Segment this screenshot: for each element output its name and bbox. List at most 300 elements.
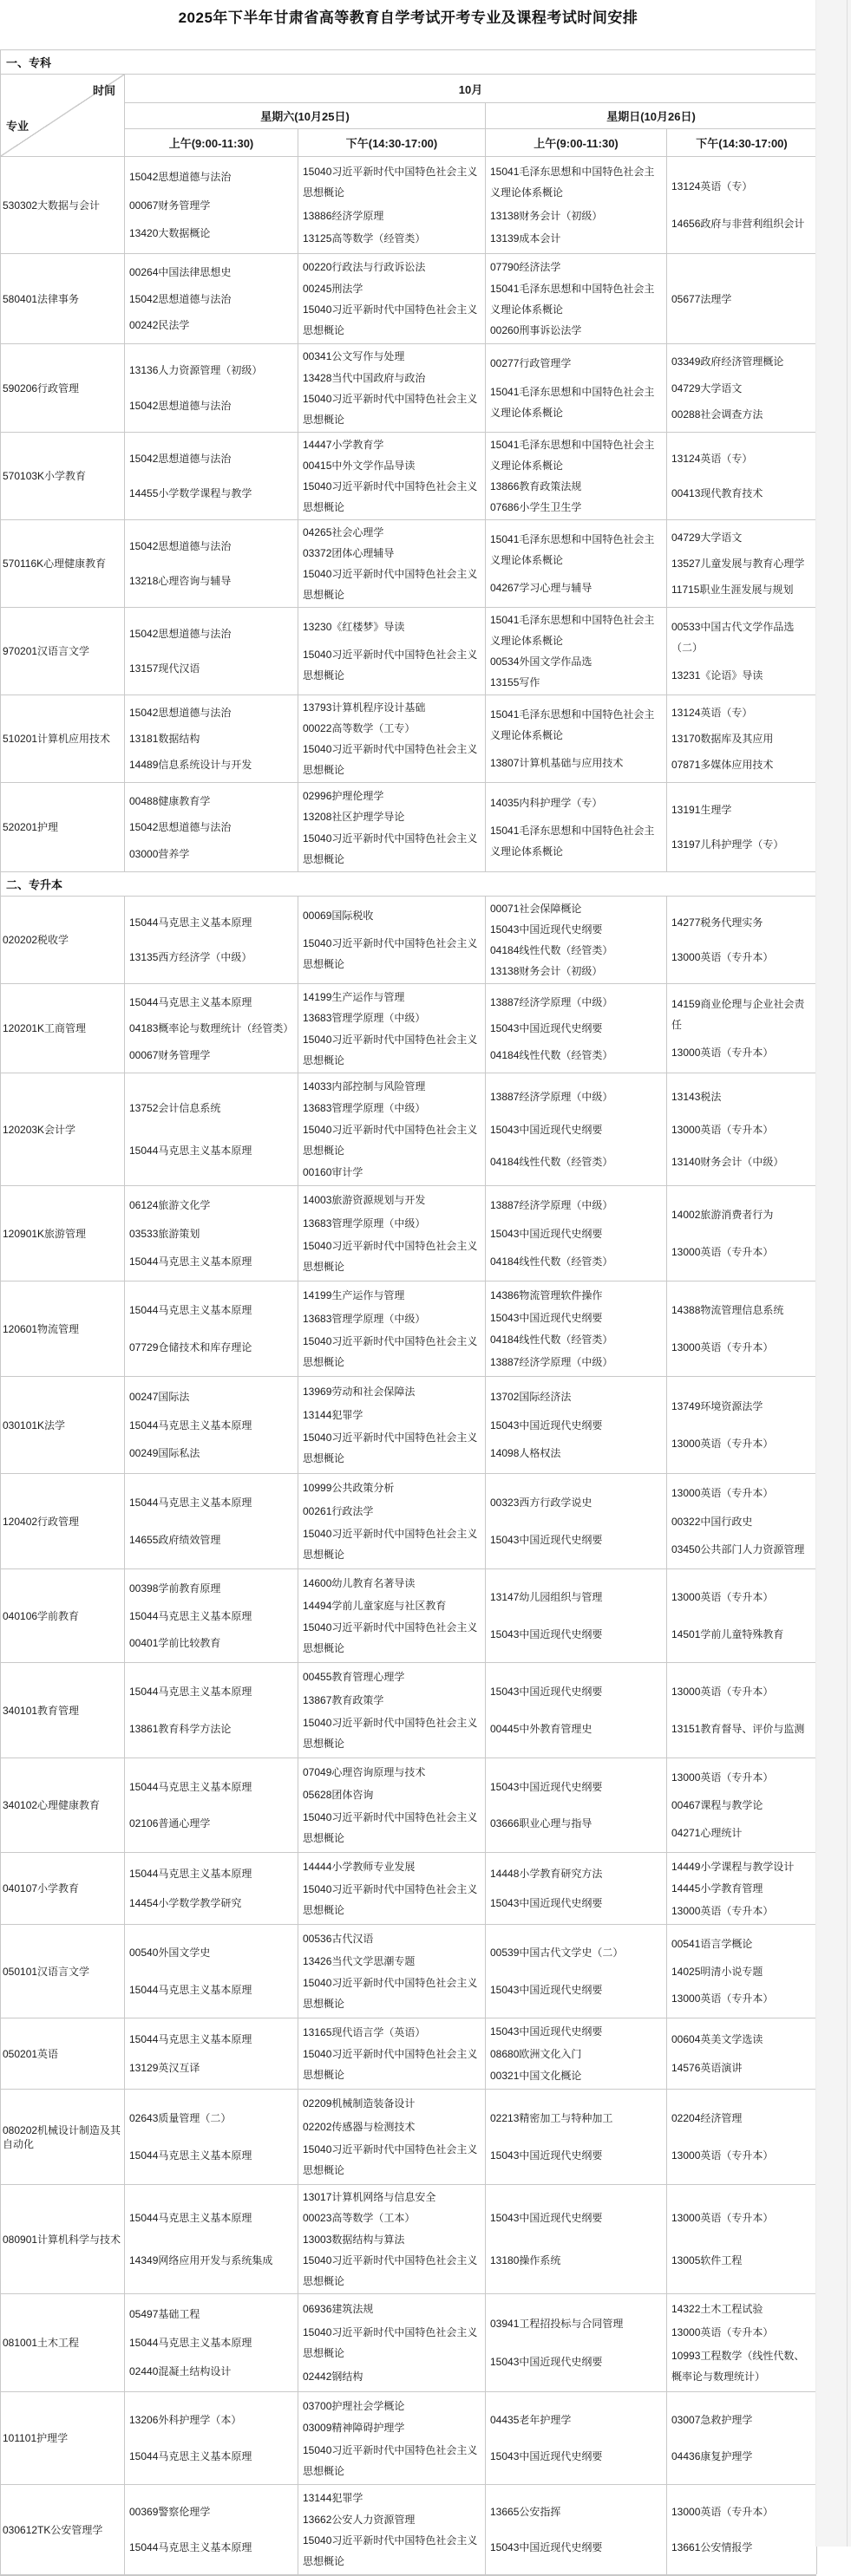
- course-item: 15042思想道德与法治: [129, 399, 232, 412]
- course-item: 00541语言学概论: [671, 1937, 753, 1950]
- session-cell: [125, 1186, 298, 1281]
- course-item: 13000英语（专升本）: [671, 1904, 774, 1917]
- course-item: 13683管理学原理（中级）: [303, 1012, 426, 1024]
- session-cell: [667, 1186, 817, 1281]
- session-cell: [298, 1474, 486, 1568]
- course-item: 14322土木工程试验: [671, 2303, 763, 2315]
- course-item: 00322中国行政史: [671, 1515, 753, 1528]
- course-item: 15040习近平新时代中国特色社会主义思想概论: [303, 831, 478, 865]
- session-cell: [298, 984, 486, 1073]
- course-item: 13000英语（专升本）: [671, 951, 774, 963]
- major-cell: 080202机械设计制造及其自动化: [1, 2090, 125, 2184]
- course-item: 14199生产运作与管理: [303, 990, 405, 1003]
- session-cell: [486, 1377, 667, 1473]
- course-item: 00261行政法学: [303, 1504, 374, 1517]
- course-item: 15044马克思主义基本原理: [129, 1868, 252, 1880]
- session-cell: [298, 608, 486, 695]
- course-item: 15044马克思主义基本原理: [129, 1304, 252, 1316]
- session-cell: [125, 344, 298, 432]
- course-item: 14501学前儿童特殊教育: [671, 1627, 784, 1640]
- course-item: 13887经济学原理（中级）: [490, 995, 613, 1008]
- course-item: 15042思想道德与法治: [129, 453, 232, 465]
- course-item: 15043中国近现代史纲要: [490, 2025, 603, 2038]
- course-item: 15043中国近现代史纲要: [490, 1627, 603, 1640]
- course-item: 15040习近平新时代中国特色社会主义思想概论: [303, 165, 478, 199]
- schedule-row: [1, 695, 816, 783]
- course-item: 03700护理社会学概论: [303, 2399, 405, 2412]
- course-item: 00401学前比较教育: [129, 1637, 221, 1650]
- schedule-row: [1, 1073, 816, 1186]
- session-header-sun-am: 上午(9:00-11:30): [486, 129, 667, 157]
- course-item: 15044马克思主义基本原理: [129, 1983, 252, 1996]
- course-item: 13000英语（专升本）: [671, 1047, 774, 1060]
- course-item: 14033内部控制与风险管理: [303, 1080, 426, 1092]
- course-item: 13005软件工程: [671, 2253, 743, 2266]
- course-item: 00413现代教育技术: [671, 487, 763, 499]
- course-item: 13124英语（专）: [671, 179, 753, 192]
- course-item: 15040习近平新时代中国特色社会主义思想概论: [303, 649, 478, 681]
- course-item: 15040习近平新时代中国特色社会主义思想概论: [303, 568, 478, 601]
- course-item: 13749环境资源法学: [671, 1399, 763, 1412]
- schedule-row: [1, 984, 816, 1073]
- course-item: 15044马克思主义基本原理: [129, 995, 252, 1008]
- course-item: 15041毛泽东思想和中国特色社会主义理论体系概论: [490, 533, 655, 566]
- course-item: 15042思想道德与法治: [129, 292, 232, 305]
- course-item: 15042思想道德与法治: [129, 170, 232, 183]
- course-item: 13124英语（专）: [671, 453, 753, 465]
- session-cell: [125, 984, 298, 1073]
- major-cell: 340102心理健康教育: [1, 1758, 125, 1852]
- session-cell: [125, 1758, 298, 1852]
- course-item: 14494学前儿童家庭与社区教育: [303, 1599, 447, 1612]
- course-item: 13661公安情报学: [671, 2541, 753, 2553]
- course-item: 14002旅游消费者行为: [671, 1209, 774, 1221]
- major-cell: 340101教育管理: [1, 1663, 125, 1758]
- course-item: 15044马克思主义基本原理: [129, 1255, 252, 1268]
- course-item: 15041毛泽东思想和中国特色社会主义理论体系概论: [490, 708, 655, 741]
- course-item: 13793计算机程序设计基础: [303, 701, 426, 714]
- course-item: 13144犯罪学: [303, 2491, 363, 2504]
- course-item: 15043中国近现代史纲要: [490, 1227, 603, 1240]
- course-item: 13969劳动和社会保障法: [303, 1385, 416, 1398]
- corner-cell: [1, 75, 125, 157]
- schedule-row: [1, 1853, 816, 1925]
- course-item: 07049心理咨询原理与技术: [303, 1766, 426, 1778]
- course-item: 13140财务会计（中级）: [671, 1155, 784, 1168]
- schedule-row: [1, 1186, 816, 1281]
- course-item: 13231《论语》导读: [671, 669, 763, 681]
- course-item: 13000英语（专升本）: [671, 2212, 774, 2225]
- major-cell: 530302大数据与会计: [1, 157, 125, 253]
- session-cell: [298, 1663, 486, 1758]
- session-cell: [125, 520, 298, 607]
- course-item: 11715职业生涯发展与规划: [671, 584, 794, 596]
- course-item: 06936建筑法规: [303, 2303, 374, 2315]
- course-item: 15040习近平新时代中国特色社会主义思想概论: [303, 303, 478, 337]
- course-item: 02204经济管理: [671, 2112, 743, 2124]
- session-cell: [298, 783, 486, 871]
- course-item: 15043中国近现代史纲要: [490, 1534, 603, 1546]
- course-item: 04435老年护理学: [490, 2414, 572, 2426]
- schedule-row: [1, 2485, 816, 2575]
- course-item: 00264中国法律思想史: [129, 265, 232, 278]
- course-item: 13017计算机网络与信息安全: [303, 2191, 436, 2204]
- course-item: 15043中国近现代史纲要: [490, 2450, 603, 2462]
- session-cell: [667, 2185, 817, 2293]
- course-item: 14449小学课程与教学设计: [671, 1860, 795, 1873]
- session-cell: [298, 2485, 486, 2574]
- major-cell: 081001土木工程: [1, 2294, 125, 2391]
- course-item: 15042思想道德与法治: [129, 628, 232, 640]
- course-item: 13420大数据概论: [129, 227, 211, 240]
- course-item: 13218心理咨询与辅导: [129, 575, 232, 587]
- major-cell: 020202税收学: [1, 897, 125, 983]
- course-item: 13191生理学: [671, 803, 732, 816]
- session-cell: [486, 608, 667, 695]
- major-cell: 120601物流管理: [1, 1281, 125, 1376]
- session-cell: [486, 1925, 667, 2018]
- course-item: 03450公共部门人力资源管理: [671, 1542, 805, 1555]
- course-item: 13000英语（专升本）: [671, 2326, 774, 2338]
- course-item: 15040习近平新时代中国特色社会主义思想概论: [303, 1033, 478, 1066]
- course-item: 07686小学生卫生学: [490, 501, 582, 513]
- course-item: 00341公文写作与处理: [303, 350, 405, 363]
- course-item: 15044马克思主义基本原理: [129, 1145, 252, 1158]
- session-cell: [298, 1281, 486, 1376]
- course-item: 00247国际法: [129, 1390, 190, 1403]
- schedule-row: [1, 520, 816, 608]
- session-cell: [486, 2018, 667, 2089]
- course-item: 13135西方经济学（中级）: [129, 951, 252, 963]
- course-item: 15044马克思主义基本原理: [129, 2212, 252, 2225]
- session-cell: [486, 433, 667, 519]
- page-gutter: [815, 0, 851, 2547]
- course-item: 10999公共政策分析: [303, 1482, 395, 1495]
- course-item: 15044马克思主义基本原理: [129, 2149, 252, 2162]
- session-cell: [298, 2392, 486, 2484]
- course-item: 15043中国近现代史纲要: [490, 1983, 603, 1996]
- course-item: 13155写作: [490, 676, 540, 688]
- course-item: 02442钢结构: [303, 2371, 363, 2383]
- course-item: 04267学习心理与辅导: [490, 582, 592, 594]
- course-item: 04271心理统计: [671, 1827, 743, 1839]
- major-cell: 030101K法学: [1, 1377, 125, 1473]
- session-cell: [486, 2294, 667, 2391]
- course-item: 13180操作系统: [490, 2253, 561, 2266]
- schedule-row: [1, 1758, 816, 1853]
- session-cell: [298, 1377, 486, 1473]
- session-cell: [486, 1073, 667, 1185]
- course-item: 04436康复护理学: [671, 2450, 753, 2462]
- course-item: 00467课程与教学论: [671, 1799, 763, 1811]
- course-item: 04184线性代数（经管类）: [490, 1255, 613, 1268]
- course-item: 14098人格权法: [490, 1447, 561, 1460]
- schedule-row: [1, 1474, 816, 1569]
- session-cell: [486, 984, 667, 1073]
- session-cell: [667, 2294, 817, 2391]
- course-item: 15040习近平新时代中国特色社会主义思想概论: [303, 1811, 478, 1844]
- course-item: 14489信息系统设计与开发: [129, 759, 252, 771]
- session-cell: [125, 1073, 298, 1185]
- session-cell: [298, 1073, 486, 1185]
- course-item: 15043中国近现代史纲要: [490, 1686, 603, 1698]
- course-item: 04729大学语文: [671, 382, 743, 395]
- course-item: 03000营养学: [129, 847, 190, 860]
- course-item: 00398学前教育原理: [129, 1581, 221, 1595]
- session-cell: [125, 1281, 298, 1376]
- course-item: 15040习近平新时代中国特色社会主义思想概论: [303, 1883, 478, 1916]
- major-cell: 570103K小学教育: [1, 433, 125, 519]
- schedule-row: [1, 2018, 816, 2090]
- course-item: 13144犯罪学: [303, 1408, 363, 1421]
- course-item: 00023高等数学（工本）: [303, 2212, 416, 2225]
- course-item: 00288社会调查方法: [671, 408, 763, 421]
- course-item: 15043中国近现代史纲要: [490, 2356, 603, 2368]
- session-cell: [667, 1853, 817, 1924]
- major-cell: 590206行政管理: [1, 344, 125, 432]
- course-item: 15040习近平新时代中国特色社会主义思想概论: [303, 392, 478, 426]
- schedule-row: [1, 897, 816, 984]
- course-item: 15040习近平新时代中国特色社会主义思想概论: [303, 480, 478, 513]
- course-item: 13000英语（专升本）: [671, 1341, 774, 1353]
- schedule-table: [0, 49, 816, 2576]
- course-item: 00071社会保障概论: [490, 903, 582, 915]
- session-cell: [486, 783, 667, 871]
- course-item: 15044马克思主义基本原理: [129, 1497, 252, 1509]
- course-item: 15042思想道德与法治: [129, 540, 232, 552]
- course-item: 13136人力资源管理（初级）: [129, 364, 263, 377]
- major-cell: 570116K心理健康教育: [1, 520, 125, 607]
- course-item: 13887经济学原理（中级）: [490, 1091, 613, 1104]
- session-cell: [486, 1853, 667, 1924]
- course-item: 13000英语（专升本）: [671, 2149, 774, 2162]
- course-item: 14656政府与非营利组织会计: [671, 218, 805, 231]
- session-cell: [125, 2294, 298, 2391]
- course-item: 15040习近平新时代中国特色社会主义思想概论: [303, 2534, 478, 2568]
- major-cell: 080901计算机科学与技术: [1, 2185, 125, 2293]
- course-item: 13887经济学原理（中级）: [490, 1356, 613, 1369]
- session-cell: [667, 1925, 817, 2018]
- course-item: 07871多媒体应用技术: [671, 759, 774, 771]
- course-item: 08680欧洲文化入门: [490, 2047, 582, 2060]
- course-item: 03372团体心理辅导: [303, 547, 395, 559]
- course-item: 15040习近平新时代中国特色社会主义思想概论: [303, 2326, 478, 2359]
- course-item: 00022高等数学（工专）: [303, 722, 416, 734]
- session-cell: [125, 157, 298, 253]
- course-item: 13683管理学原理（中级）: [303, 1312, 426, 1325]
- course-item: 13527儿童发展与教育心理学: [671, 558, 805, 570]
- course-item: 14448小学教育研究方法: [490, 1868, 603, 1880]
- course-item: 14447小学教育学: [303, 439, 384, 451]
- session-cell: [667, 2090, 817, 2184]
- course-item: 15044马克思主义基本原理: [129, 1780, 252, 1793]
- course-item: 13000英语（专升本）: [671, 1771, 774, 1784]
- session-cell: [125, 783, 298, 871]
- major-cell: 120201K工商管理: [1, 984, 125, 1073]
- course-item: 15040习近平新时代中国特色社会主义思想概论: [303, 2443, 478, 2477]
- session-cell: [125, 897, 298, 983]
- session-cell: [125, 433, 298, 519]
- course-item: 13206外科护理学（本）: [129, 2414, 242, 2426]
- major-cell: 120402行政管理: [1, 1474, 125, 1568]
- course-item: 15044马克思主义基本原理: [129, 2450, 252, 2462]
- course-item: 00323西方行政学说史: [490, 1497, 592, 1509]
- course-item: 00604英美文学选读: [671, 2032, 763, 2045]
- course-item: 14576英语演讲: [671, 2062, 743, 2075]
- course-item: 15040习近平新时代中国特色社会主义思想概论: [303, 1977, 478, 2011]
- course-item: 15041毛泽东思想和中国特色社会主义理论体系概论: [490, 165, 655, 199]
- course-item: 13662公安人力资源管理: [303, 2513, 416, 2526]
- session-cell: [486, 1474, 667, 1568]
- course-item: 15044马克思主义基本原理: [129, 1686, 252, 1698]
- day-header-saturday: 星期六(10月25日): [125, 103, 486, 129]
- session-cell: [486, 344, 667, 432]
- session-header-sat-pm: 下午(14:30-17:00): [298, 129, 486, 157]
- course-item: 15043中国近现代史纲要: [490, 1418, 603, 1431]
- section-header-zhuanke: 一、专科: [1, 50, 816, 75]
- course-item: 00242民法学: [129, 319, 190, 332]
- course-item: 07790经济法学: [490, 260, 561, 273]
- session-cell: [125, 254, 298, 343]
- course-item: 13208社区护理学导论: [303, 811, 405, 823]
- course-item: 14455小学数学课程与教学: [129, 487, 252, 499]
- major-cell: 580401法律事务: [1, 254, 125, 343]
- course-item: 00277行政管理学: [490, 357, 572, 370]
- course-item: 02996护理伦理学: [303, 789, 384, 802]
- session-cell: [667, 520, 817, 607]
- course-item: 15044马克思主义基本原理: [129, 1609, 252, 1622]
- session-cell: [486, 695, 667, 782]
- session-cell: [125, 2090, 298, 2184]
- course-item: 00488健康教育学: [129, 794, 211, 807]
- session-cell: [125, 1853, 298, 1924]
- course-item: 14003旅游资源规划与开发: [303, 1194, 426, 1207]
- course-item: 00067财务管理学: [129, 1048, 211, 1061]
- course-item: 13170数据库及其应用: [671, 733, 774, 745]
- course-item: 13752会计信息系统: [129, 1101, 221, 1114]
- session-cell: [667, 2392, 817, 2484]
- course-item: 13886经济学原理: [303, 209, 384, 222]
- session-cell: [667, 254, 817, 343]
- course-item: 15043中国近现代史纲要: [490, 1123, 603, 1136]
- major-cell: 120901K旅游管理: [1, 1186, 125, 1281]
- course-item: 05677法理学: [671, 292, 732, 305]
- schedule-row: [1, 2294, 816, 2392]
- course-item: 13000英语（专升本）: [671, 1686, 774, 1698]
- session-cell: [486, 1186, 667, 1281]
- schedule-row: [1, 783, 816, 872]
- session-cell: [298, 254, 486, 343]
- scrollbar-track[interactable]: [847, 0, 848, 2547]
- session-cell: [486, 1758, 667, 1852]
- schedule-row: [1, 2392, 816, 2485]
- course-item: 13139成本会计: [490, 232, 561, 245]
- session-cell: [667, 1377, 817, 1473]
- schedule-row: [1, 157, 816, 254]
- course-item: 15040习近平新时代中国特色社会主义思想概论: [303, 1124, 478, 1157]
- course-item: 15044马克思主义基本原理: [129, 1418, 252, 1431]
- course-item: 13000英语（专升本）: [671, 1591, 774, 1604]
- session-cell: [486, 2185, 667, 2293]
- course-item: 15041毛泽东思想和中国特色社会主义理论体系概论: [490, 385, 655, 419]
- course-item: 15040习近平新时代中国特色社会主义思想概论: [303, 1621, 478, 1655]
- course-item: 13807计算机基础与应用技术: [490, 757, 624, 769]
- session-cell: [125, 2392, 298, 2484]
- session-header-sun-pm: 下午(14:30-17:00): [667, 129, 817, 157]
- session-cell: [125, 1569, 298, 1662]
- course-item: 15043中国近现代史纲要: [490, 2149, 603, 2162]
- course-item: 15041毛泽东思想和中国特色社会主义理论体系概论: [490, 614, 655, 647]
- course-item: 13867教育政策学: [303, 1693, 384, 1706]
- course-item: 13000英语（专升本）: [671, 1123, 774, 1136]
- schedule-row: [1, 1925, 816, 2018]
- course-item: 14025明清小说专题: [671, 1965, 763, 1978]
- course-item: 00540外国文学史: [129, 1947, 211, 1960]
- course-item: 04184线性代数（经管类）: [490, 1048, 613, 1061]
- course-item: 14444小学教师专业发展: [303, 1861, 416, 1873]
- course-item: 13665公安指挥: [490, 2506, 561, 2518]
- course-item: 15040习近平新时代中国特色社会主义思想概论: [303, 937, 478, 970]
- course-item: 03941工程招投标与合同管理: [490, 2318, 624, 2330]
- session-cell: [667, 1281, 817, 1376]
- course-item: 14454小学数学教学研究: [129, 1897, 242, 1909]
- course-item: 13143税法: [671, 1091, 722, 1104]
- course-item: 14655政府绩效管理: [129, 1534, 221, 1546]
- course-item: 02209机械制造装备设计: [303, 2097, 416, 2110]
- session-cell: [667, 344, 817, 432]
- course-item: 14159商业伦理与企业社会责任: [671, 997, 805, 1031]
- session-cell: [667, 433, 817, 519]
- course-item: 03666职业心理与指导: [490, 1817, 592, 1830]
- course-item: 00260刑事诉讼法学: [490, 324, 582, 337]
- course-item: 00321中国文化概论: [490, 2069, 582, 2082]
- session-cell: [125, 2018, 298, 2089]
- session-cell: [298, 2018, 486, 2089]
- course-item: 14349网络应用开发与系统集成: [129, 2253, 273, 2266]
- major-cell: 040106学前教育: [1, 1569, 125, 1662]
- session-cell: [298, 1925, 486, 2018]
- course-item: 03533旅游策划: [129, 1227, 200, 1240]
- day-header-sunday: 星期日(10月26日): [486, 103, 817, 129]
- major-cell: 520201护理: [1, 783, 125, 871]
- course-item: 15044马克思主义基本原理: [129, 2541, 252, 2553]
- session-cell: [486, 254, 667, 343]
- session-cell: [667, 1758, 817, 1852]
- course-item: 00539中国古代文学史（二）: [490, 1947, 624, 1960]
- table-header: [1, 75, 816, 157]
- schedule-row: [1, 1281, 816, 1377]
- session-cell: [298, 2090, 486, 2184]
- session-cell: [298, 695, 486, 782]
- course-item: 00445中外教育管理史: [490, 1723, 592, 1735]
- section-header-zhuanshengben: 二、专升本: [1, 872, 816, 897]
- course-item: 15043中国近现代史纲要: [490, 2212, 603, 2225]
- session-cell: [667, 1073, 817, 1185]
- page-title: 2025年下半年甘肃省高等教育自学考试开考专业及课程考试时间安排: [178, 10, 638, 26]
- course-item: 15040习近平新时代中国特色社会主义思想概论: [303, 2048, 478, 2082]
- schedule-row: [1, 2185, 816, 2294]
- course-item: 13000英语（专升本）: [671, 1438, 774, 1451]
- course-item: 13000英语（专升本）: [671, 1246, 774, 1258]
- course-item: 14386物流管理软件操作: [490, 1288, 603, 1301]
- course-item: 00455教育管理心理学: [303, 1671, 405, 1684]
- session-cell: [298, 1853, 486, 1924]
- schedule-row: [1, 433, 816, 520]
- schedule-row: [1, 1663, 816, 1758]
- schedule-row: [1, 344, 816, 433]
- course-item: 02202传感器与检测技术: [303, 2120, 416, 2133]
- course-item: 15041毛泽东思想和中国特色社会主义理论体系概论: [490, 282, 655, 316]
